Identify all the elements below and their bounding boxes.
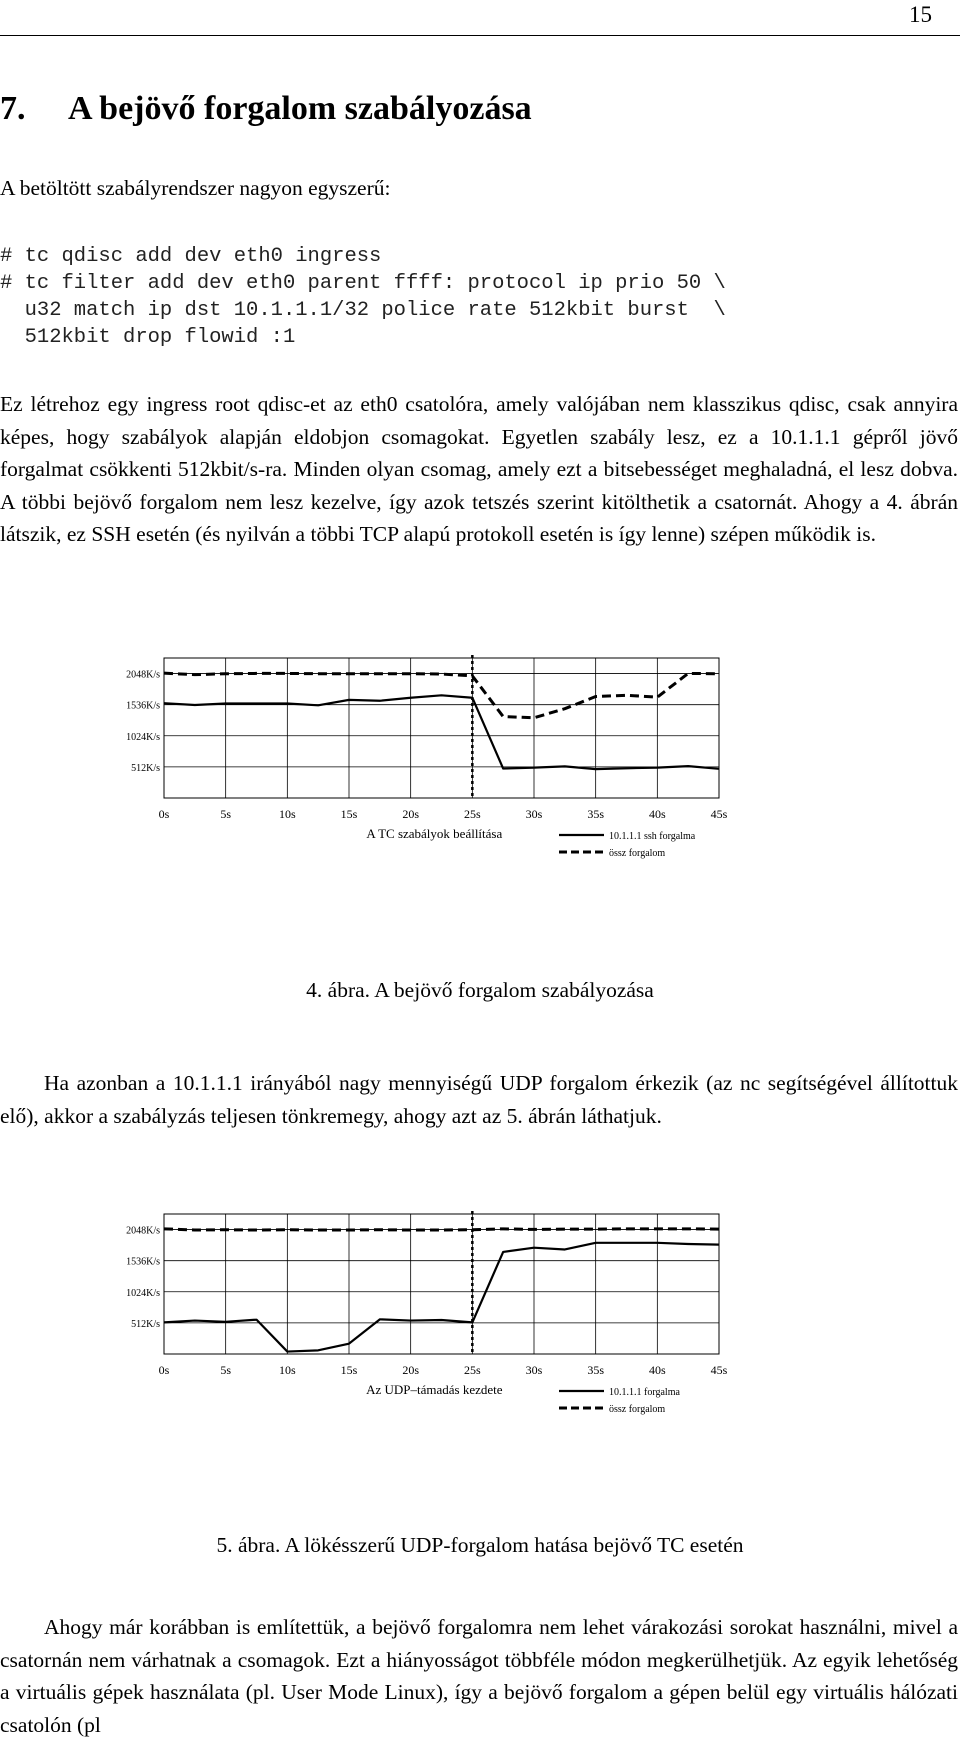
x-tick-label: 15s bbox=[340, 807, 358, 821]
y-tick-label: 512K/s bbox=[131, 762, 160, 774]
code-listing: # tc qdisc add dev eth0 ingress # tc filter add dev eth0 parent ffff: protocol ip prio 50 \ u32 match ip dst 10.1.1.1/32 police rate 512kbit burst \ 512kbit drop flowid :1 bbox=[0, 245, 726, 349]
x-tick-label: 30s bbox=[525, 807, 543, 821]
y-tick-label: 512K/s bbox=[131, 1318, 160, 1330]
event-marker-label: Az UDP–támadás kezdete bbox=[366, 1382, 503, 1397]
grid-lines bbox=[164, 658, 719, 798]
intro-paragraph: A betöltött szabályrendszer nagyon egyszerű: bbox=[0, 176, 391, 200]
series-host-line bbox=[164, 695, 719, 769]
x-tick-label: 0s bbox=[158, 1363, 170, 1377]
x-tick-label: 0s bbox=[158, 807, 170, 821]
x-tick-label: 25s bbox=[463, 1363, 481, 1377]
x-tick-label: 40s bbox=[648, 807, 666, 821]
legend-label: össz forgalom bbox=[609, 1404, 666, 1415]
x-tick-label: 20s bbox=[402, 807, 420, 821]
x-tick-label: 20s bbox=[402, 1363, 420, 1377]
grid-lines bbox=[164, 1214, 719, 1354]
y-tick-label: 1536K/s bbox=[126, 700, 160, 712]
y-tick-label: 1024K/s bbox=[126, 1287, 160, 1299]
x-tick-label: 40s bbox=[648, 1363, 666, 1377]
x-tick-label: 10s bbox=[278, 807, 296, 821]
x-tick-label: 25s bbox=[463, 807, 481, 821]
x-tick-label: 45s bbox=[710, 807, 728, 821]
paragraph-2: Ha azonban a 10.1.1.1 irányából nagy mennyiségű UDP forgalom érkezik (az nc segítségével állítottuk elő), akkor a szabályzás teljesen tönkremegy, ahogy azt az 5. ábrán láthatjuk. bbox=[0, 1071, 958, 1128]
legend bbox=[559, 1387, 680, 1415]
y-tick-label: 2048K/s bbox=[126, 1225, 160, 1237]
event-marker-label: A TC szabályok beállítása bbox=[366, 826, 503, 841]
y-tick-label: 2048K/s bbox=[126, 669, 160, 681]
x-tick-label: 35s bbox=[587, 1363, 605, 1377]
legend-label: 10.1.1.1 ssh forgalma bbox=[609, 831, 696, 842]
figure-5-caption: 5. ábra. A lökésszerű UDP-forgalom hatása bejövő TC esetén bbox=[216, 1533, 744, 1557]
x-tick-label: 45s bbox=[710, 1363, 728, 1377]
paragraph-3: Ahogy már korábban is említettük, a bejövő forgalomra nem lehet várakozási sorokat használni, mivel a csatornán nem várhatnak a csomagok. Ezt a hiányosságot többféle módon megkerülhetjük. Az egyik lehetőség a virtuális gépek használata (pl. User Mode Linux), így a bejövő forgalom a gépen belül egy virtuális hálózati csatolón (pl bbox=[0, 1615, 958, 1737]
y-tick-label: 1024K/s bbox=[126, 731, 160, 743]
x-tick-label: 35s bbox=[587, 807, 605, 821]
series-host-line bbox=[164, 1243, 719, 1352]
section-title bbox=[0, 90, 532, 128]
x-tick-label: 15s bbox=[340, 1363, 358, 1377]
legend-label: 10.1.1.1 forgalma bbox=[609, 1387, 680, 1398]
y-tick-label: 1536K/s bbox=[126, 1256, 160, 1268]
header-rule bbox=[0, 35, 960, 36]
x-tick-label: 10s bbox=[278, 1363, 296, 1377]
plot-frame bbox=[164, 658, 719, 798]
paragraph-1: Ez létrehoz egy ingress root qdisc-et az eth0 csatolóra, amely valójában nem klasszikus qdisc, csak annyira képes, hogy szabályok alapján eldobjon csomagokat. Egyetlen szabály lesz, ez a 10.1.1.1 gépről jövő forgalmat csökkenti 512kbit/s-ra. Minden olyan csomag, amely ezt a bitsebességet meghaladná, el lesz dobva. A többi bejövő forgalom nem lesz kezelve, így azok tetszés szerint kitölthetik a csatornát. Ahogy a 4. ábrán látszik, ez SSH esetén (és nyilván a többi TCP alapú protokoll esetén is így lenne) szépen működik is. bbox=[0, 392, 958, 546]
figure-4-chart bbox=[124, 655, 824, 945]
section-number: 7. bbox=[0, 90, 26, 127]
figure-5-chart bbox=[124, 1211, 824, 1501]
legend bbox=[559, 831, 696, 859]
x-tick-label: 5s bbox=[220, 807, 232, 821]
figure-4-caption: 4. ábra. A bejövő forgalom szabályozása bbox=[306, 978, 654, 1002]
page-number: 15 bbox=[909, 2, 932, 27]
x-tick-label: 30s bbox=[525, 1363, 543, 1377]
legend-label: össz forgalom bbox=[609, 848, 666, 859]
plot-frame bbox=[164, 1214, 719, 1354]
x-tick-label: 5s bbox=[220, 1363, 232, 1377]
section-title-text: A bejövő forgalom szabályozása bbox=[68, 90, 532, 127]
